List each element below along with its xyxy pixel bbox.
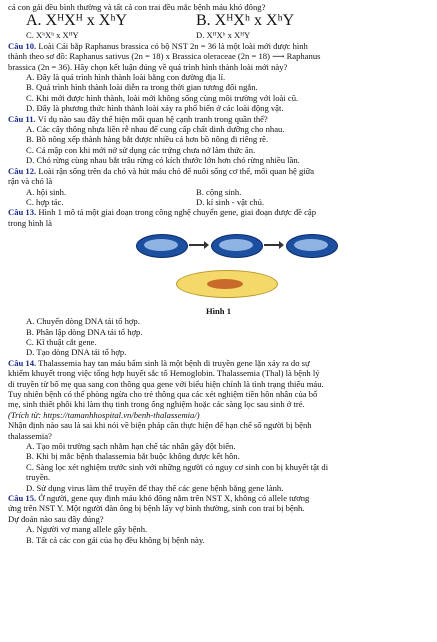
answer-option: C. Kĩ thuật cắt gene. — [26, 336, 97, 347]
host-cell-icon — [176, 270, 278, 298]
answer-option: C. Khi mới được hình thành, loài mới không sống cùng môi trường với loài cũ. — [26, 92, 299, 103]
question-text: Tuy nhiên bệnh có thể phòng ngừa cho trẻ thông qua các xét nghiệm tiền hôn nhân của bố — [8, 388, 318, 399]
answer-option: B. Bồ nông xếp thành hàng bắt được nhiều cá hơn bồ nông đi riêng rẽ. — [26, 134, 269, 145]
question-text: ứng trên NST Y. Một người đàn ông bị bệnh lấy vợ bình thường, sinh con trai bị bệnh. — [8, 503, 305, 514]
answer-row — [8, 197, 429, 207]
plasmid-icon — [136, 234, 188, 258]
answer-option: A. XᴴXᴴ x XʰY — [26, 12, 128, 30]
question-text: di truyền từ bố mẹ qua sang con thông qua gene với biểu hiện chính là tình trạng thiếu máu. — [8, 378, 324, 389]
question-text: Ở người, gene quy định máu khó đông nằm trên NST X, không có allele tương — [36, 493, 310, 504]
answer-option: C. Cá mập con khi mới nở sử dụng các trứng chưa nở làm thức ăn. — [26, 144, 256, 155]
answer-option: A. Các cây thông nhựa liền rễ nhau để cung cấp chất dinh dưỡng cho nhau. — [26, 124, 285, 135]
question-11 — [8, 114, 429, 124]
answer-option: B. Quá trình hình thành loài diễn ra trong thời gian tương đối ngắn. — [26, 82, 258, 93]
figure-1 — [8, 230, 429, 308]
plasmid-icon — [211, 234, 263, 258]
answer-option: C. XʰXʰ x XᴴY — [26, 30, 79, 41]
question-number: Câu 11. — [8, 113, 36, 124]
citation: (Trích từ: https://tamanhhospital.vn/benh-thalassemia/) — [8, 409, 200, 420]
answer-option: B. Tất cả các con gái của họ đều không bị bệnh này. — [26, 534, 205, 545]
answer-option: B. cộng sinh. — [196, 186, 242, 197]
answer-row — [8, 187, 429, 197]
answer-option: D. Sử dụng virus làm thể truyền để thay thế các gene bệnh bằng gene lành. — [26, 482, 284, 493]
answer-option: B. XᴴXʰ x XʰY — [196, 12, 295, 30]
figure-caption: Hình 1 — [205, 306, 232, 317]
question-text: thành theo sơ đồ: Raphanus sativus (2n = 18) x Brassica oleraceae (2n = 18) ⟶ Raphanus — [8, 51, 321, 62]
answer-option: C. hợp tác. — [26, 196, 64, 207]
arrow-icon — [264, 244, 282, 246]
answer-option: B. Khi bị mắc bệnh thalassemia bắt buộc không được kết hôn. — [26, 451, 240, 462]
question-number: Câu 13. — [8, 207, 37, 218]
answer-option: D. Đây là phương thức hình thành loài xảy ra phổ biến ở các loài động vật. — [26, 103, 284, 114]
answer-option: A. Người vợ mang allele gây bệnh. — [26, 524, 148, 535]
question-10 — [8, 41, 429, 51]
plasmid-icon — [286, 234, 338, 258]
answer-option: D. kí sinh - vật chủ. — [196, 196, 265, 207]
question-text: brassica (2n = 36). Hãy chọn kết luận đúng về quá trình hình thành loài mới này? — [8, 61, 288, 72]
question-12 — [8, 166, 429, 176]
answer-option: truyền. — [26, 472, 51, 483]
answer-option: C. Sàng lọc xét nghiệm trước sinh với những người có nguy cơ sinh con bị khuyết tật di — [26, 461, 329, 472]
question-number: Câu 12. — [8, 165, 37, 176]
answer-option: A. hội sinh. — [26, 186, 67, 197]
question-text: Loài Cải bắp Raphanus brassica có bộ NST 2n = 36 là một loài mới được hình — [36, 40, 308, 51]
answer-option: A. Chuyển dòng DNA tái tổ hợp. — [26, 316, 140, 327]
answer-option: D. Chó rừng cùng nhau bắt trâu rừng có kích thước lớn hơn chó rừng nhiều lần. — [26, 155, 300, 166]
question-number: Câu 15. — [8, 493, 37, 504]
question-13 — [8, 207, 429, 217]
question-text: khiếm khuyết trong việc tổng hợp huyết sắc tố Hemoglobin. Thalassemia (Thal) là bệnh lý — [8, 368, 320, 379]
question-text: Loài rận sống trên da chó và hút máu chó để nuôi sống cơ thể, mối quan hệ giữa — [36, 165, 315, 176]
question-text: thalassemia? — [8, 430, 52, 441]
question-text: rận và chó là — [8, 176, 53, 187]
answer-option: D. Tạo dòng DNA tái tổ hợp. — [26, 347, 127, 358]
answer-option: A. Đây là quá trình hình thành loài bằng con đường địa lí. — [26, 72, 226, 83]
question-text: Hình 1 mô tả một giai đoạn trong công nghệ chuyển gene, giai đoạn được đề cập — [36, 207, 317, 218]
question-number: Câu 10. — [8, 40, 37, 51]
answer-row — [8, 12, 429, 30]
answer-option: A. Tạo môi trường sạch nhằm hạn chế tác nhân gây đột biến. — [26, 441, 236, 451]
question-text: Thalassemia hay tan máu bẩm sinh là một bệnh di truyền gene lặn xảy ra do sự — [36, 357, 310, 368]
answer-row — [8, 30, 429, 40]
answer-option: B. Phân lập dòng DNA tái tổ hợp. — [26, 326, 143, 337]
answer-option: D. XᴴXʰ x XᴴY — [196, 30, 251, 41]
arrow-icon — [189, 244, 207, 246]
question-text: mẹ, sinh thiết phôi khi làm thụ tinh trong ống nghiệm hoặc các sàng lọc sau sinh ở trẻ. — [8, 399, 305, 410]
text-line: cả con gái đều bình thường và tất cả con trai đều mắc bệnh máu khó đông? — [8, 2, 266, 12]
question-15 — [8, 493, 429, 503]
question-text: Dự đoán nào sau đây đúng? — [8, 513, 104, 524]
question-14 — [8, 358, 429, 368]
question-text: trong hình là — [8, 217, 52, 228]
question-number: Câu 14. — [8, 357, 37, 368]
question-text: Ví dụ nào sau đây thể hiện mối quan hệ cạnh tranh trong quần thể? — [35, 113, 268, 124]
question-text: Nhận định nào sau là sai khi nói về biện pháp cần thực hiện để hạn chế số người bị bệnh — [8, 420, 312, 431]
